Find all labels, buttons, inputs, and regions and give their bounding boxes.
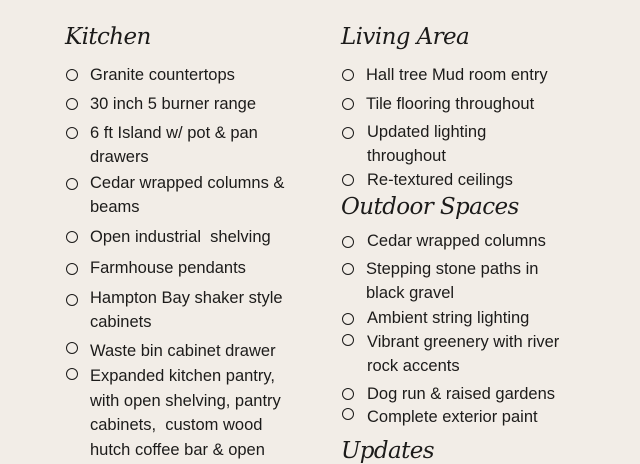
item-label-continued: hutch coffee bar & open — [90, 441, 265, 459]
item-label: Expanded kitchen pantry, — [90, 367, 275, 385]
checkbox-circle-icon[interactable] — [66, 368, 78, 380]
checkbox-circle-icon[interactable] — [66, 263, 78, 275]
item-label: Hampton Bay shaker style — [90, 289, 283, 307]
living-area-heading: Living Area — [341, 24, 470, 50]
checkbox-circle-icon[interactable] — [66, 127, 78, 139]
item-label: Cedar wrapped columns & — [90, 174, 285, 192]
item-label: Waste bin cabinet drawer — [90, 342, 276, 360]
item-label-continued: throughout — [367, 147, 446, 165]
item-label: Stepping stone paths in — [366, 260, 539, 278]
checkbox-circle-icon[interactable] — [66, 294, 78, 306]
item-label-continued: with open shelving, pantry — [90, 392, 281, 410]
item-label: Granite countertops — [90, 66, 235, 84]
item-label: Complete exterior paint — [367, 408, 538, 426]
item-label-continued: beams — [90, 198, 140, 216]
checkbox-circle-icon[interactable] — [342, 174, 354, 186]
item-label: Cedar wrapped columns — [367, 232, 546, 250]
item-label: 6 ft Island w/ pot & pan — [90, 124, 258, 142]
checkbox-circle-icon[interactable] — [342, 127, 354, 139]
item-label: Vibrant greenery with river — [367, 333, 560, 351]
checkbox-circle-icon[interactable] — [342, 408, 354, 420]
item-label: Open industrial shelving — [90, 228, 271, 246]
item-label: Updated lighting — [367, 123, 487, 141]
checkbox-circle-icon[interactable] — [342, 69, 354, 81]
item-label-continued: black gravel — [366, 284, 455, 302]
kitchen-heading: Kitchen — [65, 24, 151, 50]
checkbox-circle-icon[interactable] — [66, 231, 78, 243]
checkbox-circle-icon[interactable] — [66, 178, 78, 190]
checkbox-circle-icon[interactable] — [342, 313, 354, 325]
checkbox-circle-icon[interactable] — [66, 98, 78, 110]
checkbox-circle-icon[interactable] — [342, 236, 354, 248]
checkbox-circle-icon[interactable] — [342, 263, 354, 275]
outdoor-spaces-heading: Outdoor Spaces — [341, 194, 519, 220]
checkbox-circle-icon[interactable] — [66, 342, 78, 354]
item-label: Ambient string lighting — [367, 309, 530, 327]
item-label-continued: cabinets — [90, 313, 152, 331]
item-label: 30 inch 5 burner range — [90, 95, 257, 113]
item-label-continued: drawers — [90, 148, 149, 166]
checkbox-circle-icon[interactable] — [342, 98, 354, 110]
checkbox-circle-icon[interactable] — [342, 334, 354, 346]
checkbox-circle-icon[interactable] — [66, 69, 78, 81]
item-label-continued: cabinets, custom wood — [90, 416, 263, 434]
checkbox-circle-icon[interactable] — [342, 388, 354, 400]
item-label: Hall tree Mud room entry — [366, 66, 548, 84]
item-label: Farmhouse pendants — [90, 259, 246, 277]
updates-heading: Updates — [341, 438, 434, 464]
item-label: Tile flooring throughout — [366, 95, 535, 113]
item-label-continued: rock accents — [367, 357, 460, 375]
item-label: Dog run & raised gardens — [367, 385, 556, 403]
item-label: Re-textured ceilings — [367, 171, 513, 189]
